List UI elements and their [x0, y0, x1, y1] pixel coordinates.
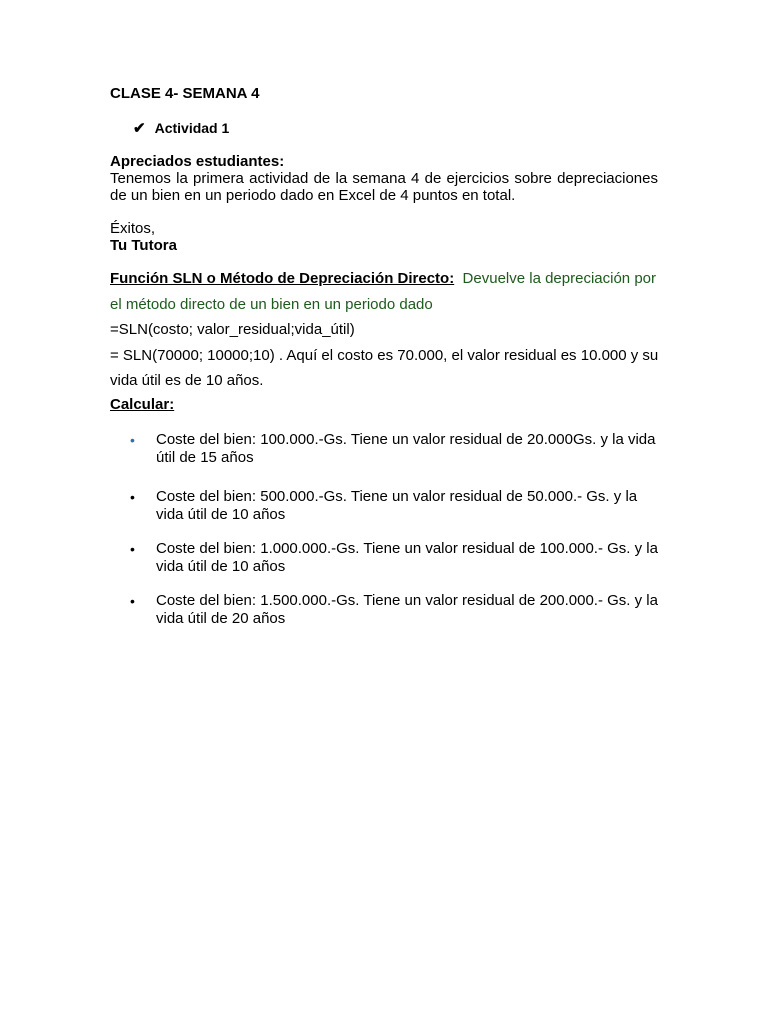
greeting-block — [110, 153, 658, 204]
bullet-icon: • — [130, 432, 135, 448]
function-formula: =SLN(costo; valor_residual;vida_útil) — [110, 321, 355, 338]
signoff-signature: Tu Tutora — [110, 237, 177, 254]
function-heading: Función SLN o Método de Depreciación Directo: — [110, 270, 455, 287]
list-item-text: Coste del bien: 100.000.-Gs. Tiene un valor residual de 20.000Gs. y la vida útil de 15 años — [156, 431, 656, 466]
signoff-line: Éxitos, — [110, 220, 156, 237]
signoff-block — [110, 220, 177, 254]
list-item-text: Coste del bien: 1.500.000.-Gs. Tiene un valor residual de 200.000.- Gs. y la vida útil de 20 años — [156, 592, 658, 627]
list-item-text: Coste del bien: 1.000.000.-Gs. Tiene un valor residual de 100.000.- Gs. y la vida útil de 10 años — [156, 540, 658, 575]
calcular-heading: Calcular: — [110, 396, 175, 413]
list-item — [130, 488, 660, 524]
activity-label: Actividad 1 — [154, 120, 230, 136]
bullet-icon: • — [130, 541, 135, 557]
function-paragraph — [110, 266, 665, 317]
list-item — [130, 592, 660, 628]
greeting-salutation: Apreciados estudiantes: — [110, 153, 285, 170]
bullet-icon: • — [130, 593, 135, 609]
list-item — [130, 431, 660, 467]
checkmark-icon: ✔ — [133, 120, 146, 137]
function-section — [110, 266, 665, 394]
bullet-icon: • — [130, 489, 135, 505]
page-title: CLASE 4- SEMANA 4 — [110, 85, 260, 102]
greeting-body: Tenemos la primera actividad de la semana 4 de ejercicios sobre depreciaciones de un bien en un periodo dado en Excel de 4 puntos en total. — [110, 170, 658, 204]
function-example: = SLN(70000; 10000;10) . Aquí el costo es 70.000, el valor residual es 10.000 y su vida útil es de 10 años. — [110, 346, 659, 389]
list-item — [130, 540, 660, 576]
function-description: Devuelve la depreciación por el método directo de un bien en un periodo dado — [110, 270, 656, 313]
list-item-text: Coste del bien: 500.000.-Gs. Tiene un valor residual de 50.000.- Gs. y la vida útil de 10 años — [156, 488, 638, 523]
activity-heading — [133, 119, 229, 137]
